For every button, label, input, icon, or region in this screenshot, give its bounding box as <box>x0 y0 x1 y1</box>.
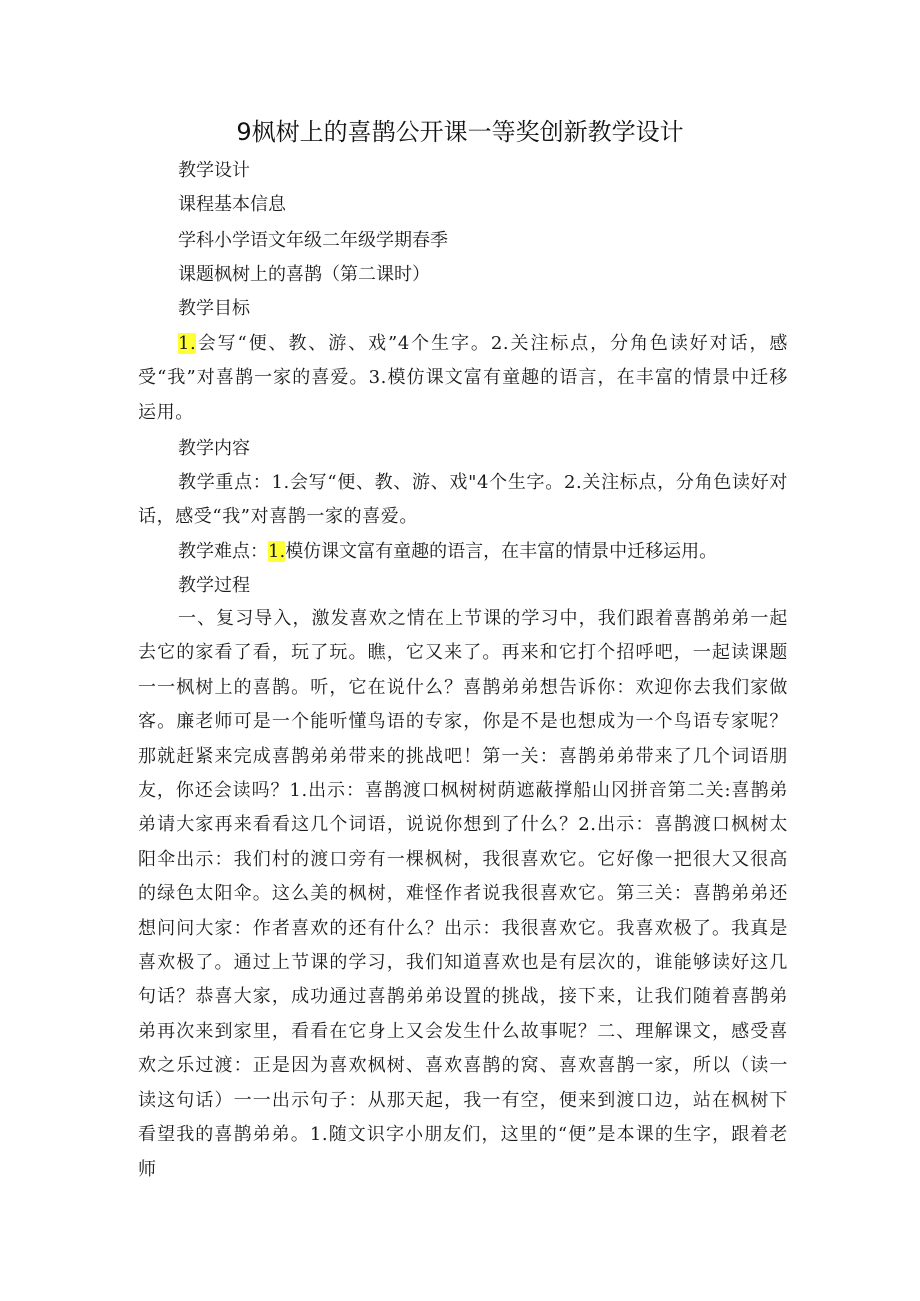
subject-line: 学科小学语文年级二年级学期春季 <box>178 230 448 251</box>
difficulty-text: 模仿课文富有童趣的语言，在丰富的情景中迁移运用。 <box>285 541 718 562</box>
goals-text: 会写“便、教、游、戏”4个生字。2.关注标点，分角色读好对话，感受“我”对喜鹊一家的喜爱。3.模仿课文富有童趣的语言，在丰富的情景中迁移运用。 <box>138 333 788 423</box>
process-paragraph: 一、复习导入，激发喜欢之情在上节课的学习中，我们跟着喜鹊弟弟一起去它的家看了看，玩了玩。瞧，它又来了。再来和它打个招呼吧，一起读课题一一枫树上的喜鹊。听，它在说什么？喜鹊弟弟想告诉你：欢迎你去我们家做客。廉老师可是一个能听懂鸟语的专家，你是不是也想成为一个鸟语专家呢？那就赶紧来完成喜鹊弟弟带来的挑战吧！第一关：喜鹊弟弟带来了几个词语朋友，你还会读吗？1.出示：喜鹊渡口枫树树荫遮蔽撑船山冈拼音第二关:喜鹊弟弟请大家再来看看这几个词语，说说你想到了什么？2.出示：喜鹊渡口枫树太阳伞出示：我们村的渡口旁有一棵枫树，我很喜欢它。它好像一把很大又很高的绿色太阳伞。这么美的枫树，难怪作者说我很喜欢它。第三关：喜鹊弟弟还想问问大家：作者喜欢的还有什么？出示：我很喜欢它。我喜欢极了。我真是喜欢极了。通过上节课的学习，我们知道喜欢也是有层次的，谁能够读好这几句话？恭喜大家，成功通过喜鹊弟弟设置的挑战，接下来，让我们随着喜鹊弟弟再次来到家里，看看在它身上又会发生什么故事呢？二、理解课文，感受喜欢之乐过渡：正是因为喜欢枫树、喜欢喜鹊的窝、喜欢喜鹊一家，所以（读一读这句话）一一出示句子：从那天起，我一有空，便来到渡口边，站在枫树下看望我的喜鹊弟弟。1.随文识字小朋友们，这里的“便”是本课的生字，跟着老师 <box>138 608 788 1180</box>
heading-goals: 教学目标 <box>178 298 250 319</box>
heading-basic-info: 课程基本信息 <box>178 194 286 215</box>
topic-line: 课题枫树上的喜鹊（第二课时） <box>178 264 430 285</box>
difficulty-prefix: 教学难点： <box>178 541 268 562</box>
key-points-paragraph: 教学重点：1.会写“便、教、游、戏"4个生字。2.关注标点，分角色读好对话，感受“我”对喜鹊一家的喜爱。 <box>138 472 788 528</box>
difficulty-paragraph <box>178 535 717 569</box>
goals-paragraph <box>138 327 788 430</box>
heading-teaching-design: 教学设计 <box>178 160 250 181</box>
difficulty-highlight: 1. <box>268 541 286 562</box>
goals-highlight: 1. <box>178 333 197 354</box>
document-title: 9枫树上的喜鹊公开课一等奖创新教学设计 <box>236 118 684 146</box>
heading-content: 教学内容 <box>178 438 250 459</box>
heading-process: 教学过程 <box>178 575 250 596</box>
